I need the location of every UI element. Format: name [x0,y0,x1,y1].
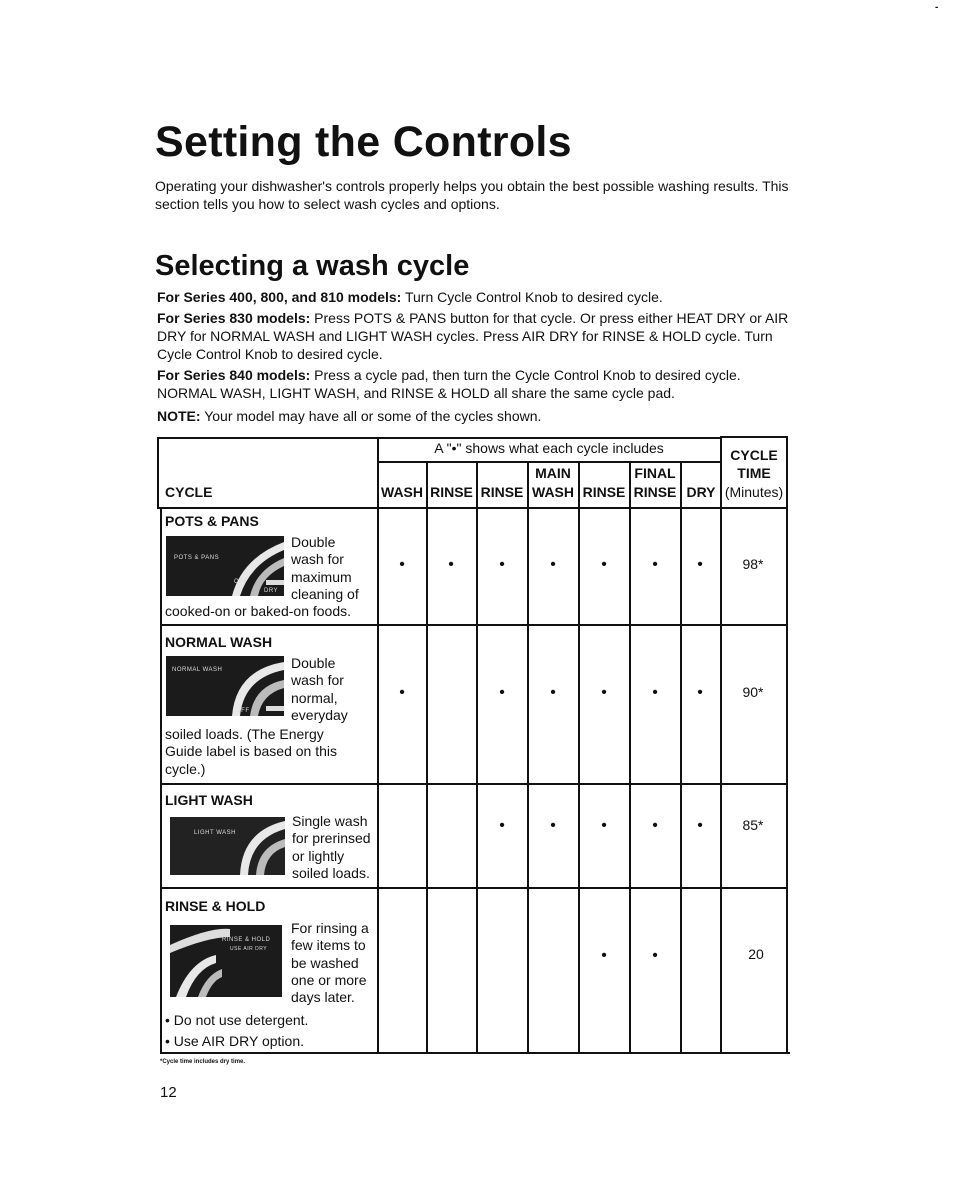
table-caption: A "•" shows what each cycle includes [434,440,664,456]
table-rule [426,461,428,1053]
cycle-time-header-l3: (Minutes) [724,484,784,500]
series-text: Press POTS & PANS button for that cycle. Or press either HEAT DRY or AIR DRY for NORMAL WASH and LIGHT WASH cycles. Press AIR DRY for RINSE & HOLD cycle. Turn Cycle Control Knob to desired cycle. [157,310,789,362]
table-rule [160,507,162,1053]
included-dot: • [550,817,556,834]
cycle-column-header: CYCLE [165,484,213,500]
page-number: 12 [160,1084,177,1101]
cycle-description: Double wash for maximum cleaning of [291,534,359,602]
included-dot: • [697,556,703,573]
included-dot: • [499,684,505,701]
table-rule [680,461,682,1053]
intro-paragraph: Operating your dishwasher's controls properly helps you obtain the best possible washing results. This section tells you how to select wash cycles and options. [155,178,789,212]
series-text: Press a cycle pad, then turn the Cycle Control Knob to desired cycle. NORMAL WASH, LIGHT WASH, and RINSE & HOLD all share the same cycle pad. [157,367,741,401]
panel-label: RINSE & HOLD [222,937,271,943]
panel-dry-label: DRY [264,588,279,594]
table-rule [160,1052,790,1054]
cycle-time-header-l2: TIME [737,465,771,481]
table-rule [629,461,631,1053]
included-dot: • [399,556,405,573]
page-title: Setting the Controls [155,118,572,166]
table-rule [157,507,787,509]
rinse-hold-panel-image [170,925,282,997]
included-dot: • [697,817,703,834]
included-dot: • [652,817,658,834]
table-rule [476,461,478,1053]
table-rule [160,624,787,626]
table-rule [527,461,529,1053]
panel-label: NORMAL WASH [172,667,223,673]
included-dot: • [448,556,454,573]
included-dot: • [601,817,607,834]
included-dot: • [652,684,658,701]
series-label: For Series 840 models: [157,367,311,383]
table-rule [157,437,159,508]
cycle-time: 20 [748,946,764,962]
main-wash-column-header: WASH [532,484,574,500]
table-rule [160,783,787,785]
table-rule [378,461,721,463]
series-text: Turn Cycle Control Knob to desired cycle. [401,289,663,305]
final-rinse-column-header-top: FINAL [634,465,676,481]
included-dot: • [550,556,556,573]
final-rinse-column-header: RINSE [633,484,677,500]
cycle-time: 98* [742,556,764,572]
cycle-description: Single wash for prerinsed or lightly soiled loads. [292,813,371,881]
pots-pans-panel-image [166,536,284,596]
cycle-time-header-l1: CYCLE [730,447,778,463]
table-rule [160,887,787,889]
included-dot: • [601,947,607,964]
series-label: For Series 400, 800, and 810 models: [157,289,402,305]
table-rule [720,436,722,1053]
table-rule [157,437,721,439]
cycle-description-cont: cooked-on or baked-on foods. [165,603,352,619]
included-dot: • [499,556,505,573]
cycle-name: NORMAL WASH [165,634,273,650]
dial-icon [170,817,285,875]
included-dot: • [697,684,703,701]
included-dot: • [601,556,607,573]
wash-column-header: WASH [381,484,423,500]
panel-off-label: OFF [236,708,250,714]
corner-mark: - [935,2,939,13]
dial-icon [170,925,282,997]
rinse-column-header-3: RINSE [582,484,626,500]
cycle-description: Double wash for normal, everyday [291,655,348,723]
rinse-column-header-2: RINSE [480,484,524,500]
footnote: *Cycle time includes dry time. [160,1059,246,1065]
included-dot: • [601,684,607,701]
included-dot: • [550,684,556,701]
dial-icon [166,656,284,716]
cycle-name: POTS & PANS [165,513,259,529]
panel-off-label: OFF [234,579,248,585]
section-title: Selecting a wash cycle [155,250,470,282]
panel-label: POTS & PANS [174,555,220,561]
cycle-description-cont: soiled loads. (The Energy Guide label is based on this cycle.) [165,726,337,777]
rinse-column-header: RINSE [430,484,473,500]
table-rule [721,436,787,438]
cycle-time: 85* [742,817,764,833]
panel-label: LIGHT WASH [194,830,237,836]
dial-icon [166,536,284,596]
main-wash-column-header-top: MAIN [535,465,571,481]
table-rule [377,437,379,1053]
light-wash-panel-image [170,817,285,875]
included-dot: • [499,817,505,834]
included-dot: • [652,556,658,573]
normal-wash-panel-image [166,656,284,716]
dry-column-header: DRY [686,484,716,500]
included-dot: • [652,947,658,964]
table-rule [786,436,788,1053]
cycle-name: RINSE & HOLD [165,898,266,914]
cycle-time: 90* [742,684,764,700]
panel-sub-label: USE AIR DRY [230,946,268,952]
included-dot: • [399,684,405,701]
cycle-description: For rinsing a few items to be washed one or more days later. [291,920,369,1006]
table-rule [578,461,580,1053]
note-text: Your model may have all or some of the cycles shown. [200,408,542,424]
cycle-notes: • Do not use detergent. • Use AIR DRY option. [165,1012,309,1049]
note-label: NOTE: [157,408,201,424]
series-label: For Series 830 models: [157,310,311,326]
cycle-name: LIGHT WASH [165,792,253,808]
